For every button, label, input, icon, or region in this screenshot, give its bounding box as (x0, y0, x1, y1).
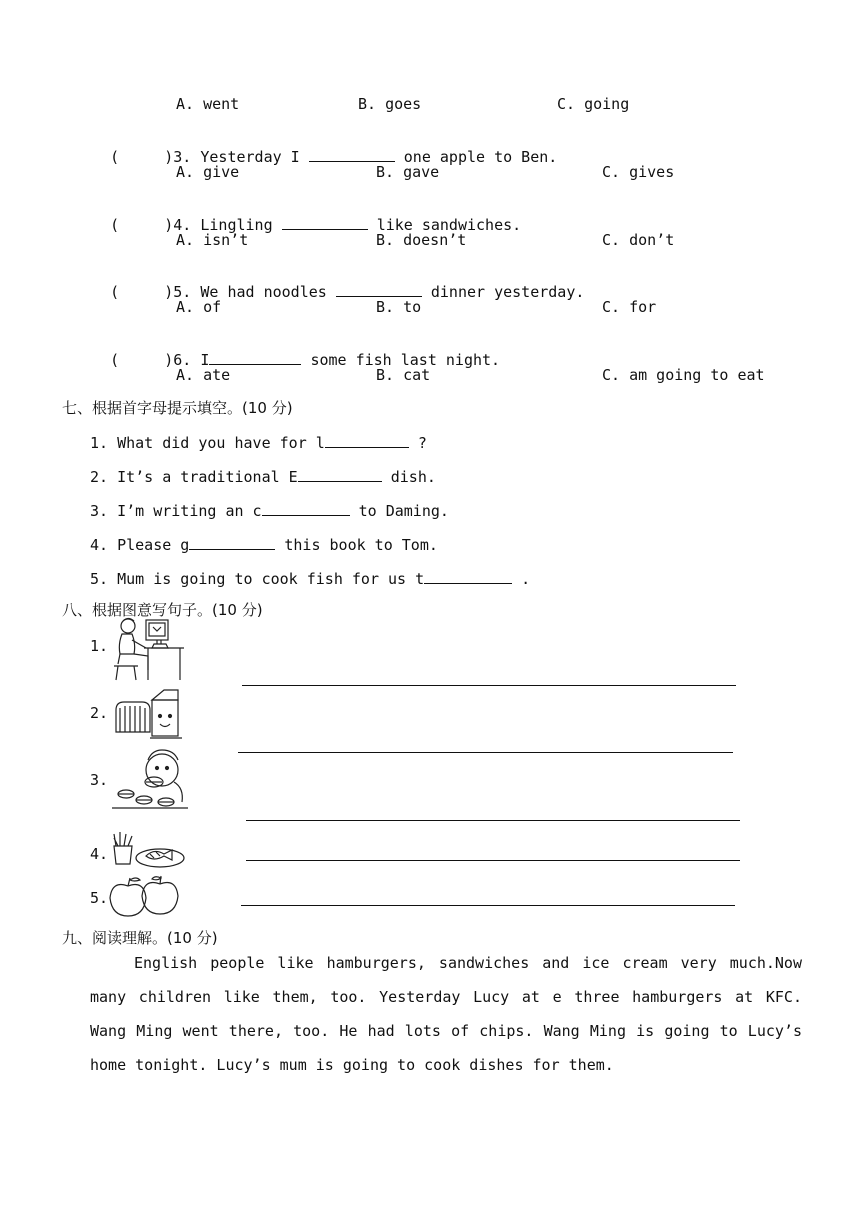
answer-line[interactable] (238, 752, 733, 753)
s7-item-3 (90, 501, 449, 520)
s8-item-number: 1. (90, 637, 109, 655)
question-text: dinner yesterday. (430, 283, 585, 301)
answer-line[interactable] (246, 860, 740, 861)
s8-item-number: 2. (90, 704, 109, 722)
question-text: some fish last night. (310, 351, 501, 369)
q3-option-b: B. gave (376, 163, 440, 181)
answer-line[interactable] (241, 905, 735, 906)
s8-item-number: 4. (90, 845, 109, 863)
q4-option-b: B. doesn’t (376, 231, 467, 249)
answer-blank[interactable] (424, 569, 512, 584)
item-text: I’m writing an c (117, 502, 262, 520)
item-text: It’s a traditional E (117, 468, 298, 486)
item-text: ? (417, 434, 427, 452)
item-number: 5. (90, 570, 109, 588)
boy-eating-hamburgers-icon (110, 748, 192, 812)
answer-paren: ( )4. (110, 216, 192, 234)
question-text: I (200, 351, 210, 369)
question-text: like sandwiches. (376, 216, 522, 234)
q5-option-b: B. to (376, 298, 422, 316)
item-number: 1. (90, 434, 109, 452)
q5-option-c: C. for (602, 298, 657, 316)
question-3 (92, 129, 557, 166)
item-text: to Daming. (358, 502, 449, 520)
boy-at-computer-icon (112, 614, 186, 684)
answer-blank[interactable] (262, 501, 350, 516)
s8-item-number: 5. (90, 889, 109, 907)
item-text: dish. (390, 468, 436, 486)
q4-option-c: C. don’t (602, 231, 675, 249)
answer-blank[interactable] (282, 215, 368, 230)
q2-option-c: C. going (557, 95, 630, 113)
answer-paren: ( )6. (110, 351, 192, 369)
answer-blank[interactable] (298, 467, 382, 482)
q2-option-a: A. went (176, 95, 240, 113)
q6-option-a: A. ate (176, 366, 231, 384)
question-text: Lingling (200, 216, 273, 234)
s8-item-number: 3. (90, 771, 109, 789)
chips-and-fish-icon (110, 830, 186, 870)
answer-blank[interactable] (325, 433, 409, 448)
answer-blank[interactable] (209, 350, 301, 365)
question-5 (92, 264, 584, 301)
bread-and-milk-icon (112, 686, 186, 744)
answer-blank[interactable] (189, 535, 275, 550)
question-text: We had noodles (200, 283, 327, 301)
item-text: Please g (117, 536, 190, 554)
section-9-title: 九、阅读理解。(10 分) (62, 929, 218, 947)
q3-option-c: C. gives (602, 163, 675, 181)
question-6 (92, 332, 500, 369)
s7-item-1 (90, 433, 427, 452)
q4-option-a: A. isn’t (176, 231, 249, 249)
question-text: Yesterday I (200, 148, 300, 166)
item-number: 4. (90, 536, 109, 554)
answer-line[interactable] (242, 685, 736, 686)
item-text: Mum is going to cook fish for us t (117, 570, 425, 588)
answer-blank[interactable] (309, 147, 395, 162)
answer-paren: ( )5. (110, 283, 192, 301)
item-number: 2. (90, 468, 109, 486)
section-7-title: 七、根据首字母提示填空。(10 分) (62, 399, 293, 417)
answer-blank[interactable] (336, 282, 422, 297)
item-number: 3. (90, 502, 109, 520)
reading-passage: English people like hamburgers, sandwiches and ice cream very much.Now many children like them, too. Yesterday Lucy at e three hamburgers at KFC. Wang Ming went there, too. He had lots of chips. Wang Ming is going to Lucy’s home tonight. Lucy’s mum is going to cook dishes for them. (90, 954, 802, 1074)
q2-option-b: B. goes (358, 95, 422, 113)
q5-option-a: A. of (176, 298, 222, 316)
q6-option-c: C. am going to eat (602, 366, 765, 384)
item-text: . (521, 570, 531, 588)
item-text: this book to Tom. (284, 536, 438, 554)
section-8-title: 八、根据图意写句子。(10 分) (62, 601, 263, 619)
q3-option-a: A. give (176, 163, 240, 181)
question-text: one apple to Ben. (403, 148, 558, 166)
q6-option-b: B. cat (376, 366, 431, 384)
answer-line[interactable] (246, 820, 740, 821)
s7-item-4 (90, 535, 438, 554)
s7-item-2 (90, 467, 436, 486)
item-text: What did you have for l (117, 434, 325, 452)
apples-icon (108, 874, 182, 918)
answer-paren: ( )3. (110, 148, 192, 166)
s7-item-5 (90, 569, 530, 588)
question-4 (92, 197, 521, 234)
